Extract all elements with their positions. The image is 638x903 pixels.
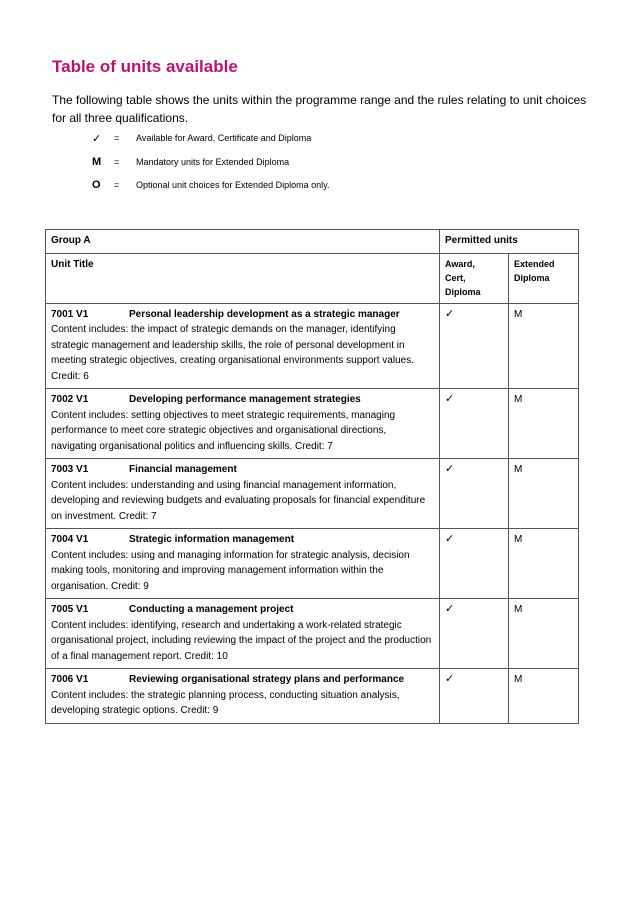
- unit-name: Reviewing organisational strategy plans and performance: [129, 674, 405, 685]
- key-row-available: [92, 128, 311, 148]
- unit-name: Conducting a management project: [129, 604, 294, 615]
- award-header-line: Cert,: [445, 272, 466, 283]
- extended-status: M: [509, 529, 579, 599]
- extended-status: M: [509, 389, 579, 459]
- unit-code: 7004 V1: [51, 534, 89, 545]
- key-equals: =: [114, 157, 120, 167]
- unit-name: Financial management: [129, 464, 237, 475]
- check-icon: ✓: [440, 389, 509, 459]
- check-icon: ✓: [440, 669, 509, 724]
- group-label-cell: Group A: [46, 230, 440, 254]
- key-description: Available for Award, Certificate and Diploma: [136, 133, 312, 143]
- key-row-mandatory: [92, 152, 289, 172]
- unit-rows: [46, 303, 579, 723]
- extended-status: M: [509, 303, 579, 389]
- unit-code: 7001 V1: [51, 308, 89, 320]
- unit-cell: [46, 529, 440, 599]
- extended-column-header: [509, 253, 579, 303]
- unit-cell: [46, 389, 440, 459]
- extended-status: M: [509, 669, 579, 724]
- unit-cell: [46, 669, 440, 724]
- unit-content: Content includes: identifying, research and undertaking a work-related strategic organisational project, including reviewing the impact of the project and the production of a final management report. Credit: 10: [51, 619, 432, 662]
- units-table: [45, 229, 579, 724]
- unit-code: 7006 V1: [51, 674, 89, 685]
- unit-content: Content includes: using and managing information for strategic analysis, decision making tools, monitoring and improving management information within the organisation. Credit: 9: [51, 549, 410, 592]
- table-row: [46, 303, 579, 389]
- extended-header-line: Diploma: [514, 272, 550, 283]
- key-equals: =: [114, 180, 120, 190]
- check-icon: ✓: [440, 459, 509, 529]
- key-row-optional: [92, 175, 329, 195]
- unit-content: Content includes: the impact of strategic demands on the manager, identifying strategic management and leadership skills, the role of personal development in meeting strategic objectives, creating organisational environments support values. Credit: 6: [51, 324, 414, 382]
- unit-name: Developing performance management strategies: [129, 394, 361, 405]
- unit-content: Content includes: setting objectives to meet strategic requirements, managing performance to meet core strategic objectives and organisational directions, navigating organisational politics and influencing skills. Credit: 7: [51, 409, 396, 452]
- permitted-units-header: Permitted units: [440, 230, 579, 254]
- unit-heading: [51, 602, 434, 618]
- award-header-line: Award,: [445, 258, 475, 269]
- table-header-row: [46, 253, 579, 303]
- unit-heading: [51, 392, 434, 408]
- check-icon: ✓: [440, 599, 509, 669]
- intro-paragraph: The following table shows the units within the programme range and the rules relating to unit choices for all three qualifications.: [52, 93, 587, 125]
- table-row: [46, 389, 579, 459]
- unit-code: 7002 V1: [51, 394, 89, 405]
- unit-content: Content includes: understanding and using financial management information, developing and reviewing budgets and evaluating proposals for financial expenditure on investment. Credit: 7: [51, 479, 426, 522]
- extended-status: M: [509, 459, 579, 529]
- key-description: Optional unit choices for Extended Diploma only.: [136, 180, 330, 190]
- extended-header-line: Extended: [514, 258, 555, 269]
- table-row: [46, 599, 579, 669]
- unit-cell: [46, 303, 440, 389]
- table-row: [46, 459, 579, 529]
- key-description: Mandatory units for Extended Diploma: [136, 157, 290, 167]
- key-equals: =: [114, 133, 120, 143]
- unit-heading: [51, 532, 434, 548]
- award-header-line: Diploma: [445, 286, 481, 297]
- extended-status: M: [509, 599, 579, 669]
- check-icon: ✓: [92, 132, 102, 145]
- table-group-row: [46, 230, 579, 254]
- unit-name: Personal leadership development as a strategic manager: [129, 308, 400, 320]
- key-symbol-o: O: [92, 179, 101, 191]
- unit-heading: [51, 672, 434, 688]
- key-symbol-m: M: [92, 156, 102, 168]
- unit-heading: [51, 307, 434, 323]
- check-icon: ✓: [440, 529, 509, 599]
- unit-title-header: Unit Title: [46, 253, 440, 303]
- unit-name: Strategic information management: [129, 534, 295, 545]
- unit-heading: [51, 462, 434, 478]
- unit-code: 7005 V1: [51, 604, 89, 615]
- table-row: [46, 669, 579, 724]
- page-title: Table of units available: [52, 57, 238, 76]
- unit-cell: [46, 459, 440, 529]
- table-row: [46, 529, 579, 599]
- award-column-header: [440, 253, 509, 303]
- unit-content: Content includes: the strategic planning process, conducting situation analysis, developing strategic options. Credit: 9: [51, 689, 400, 716]
- check-icon: ✓: [440, 303, 509, 389]
- unit-code: 7003 V1: [51, 464, 89, 475]
- unit-cell: [46, 599, 440, 669]
